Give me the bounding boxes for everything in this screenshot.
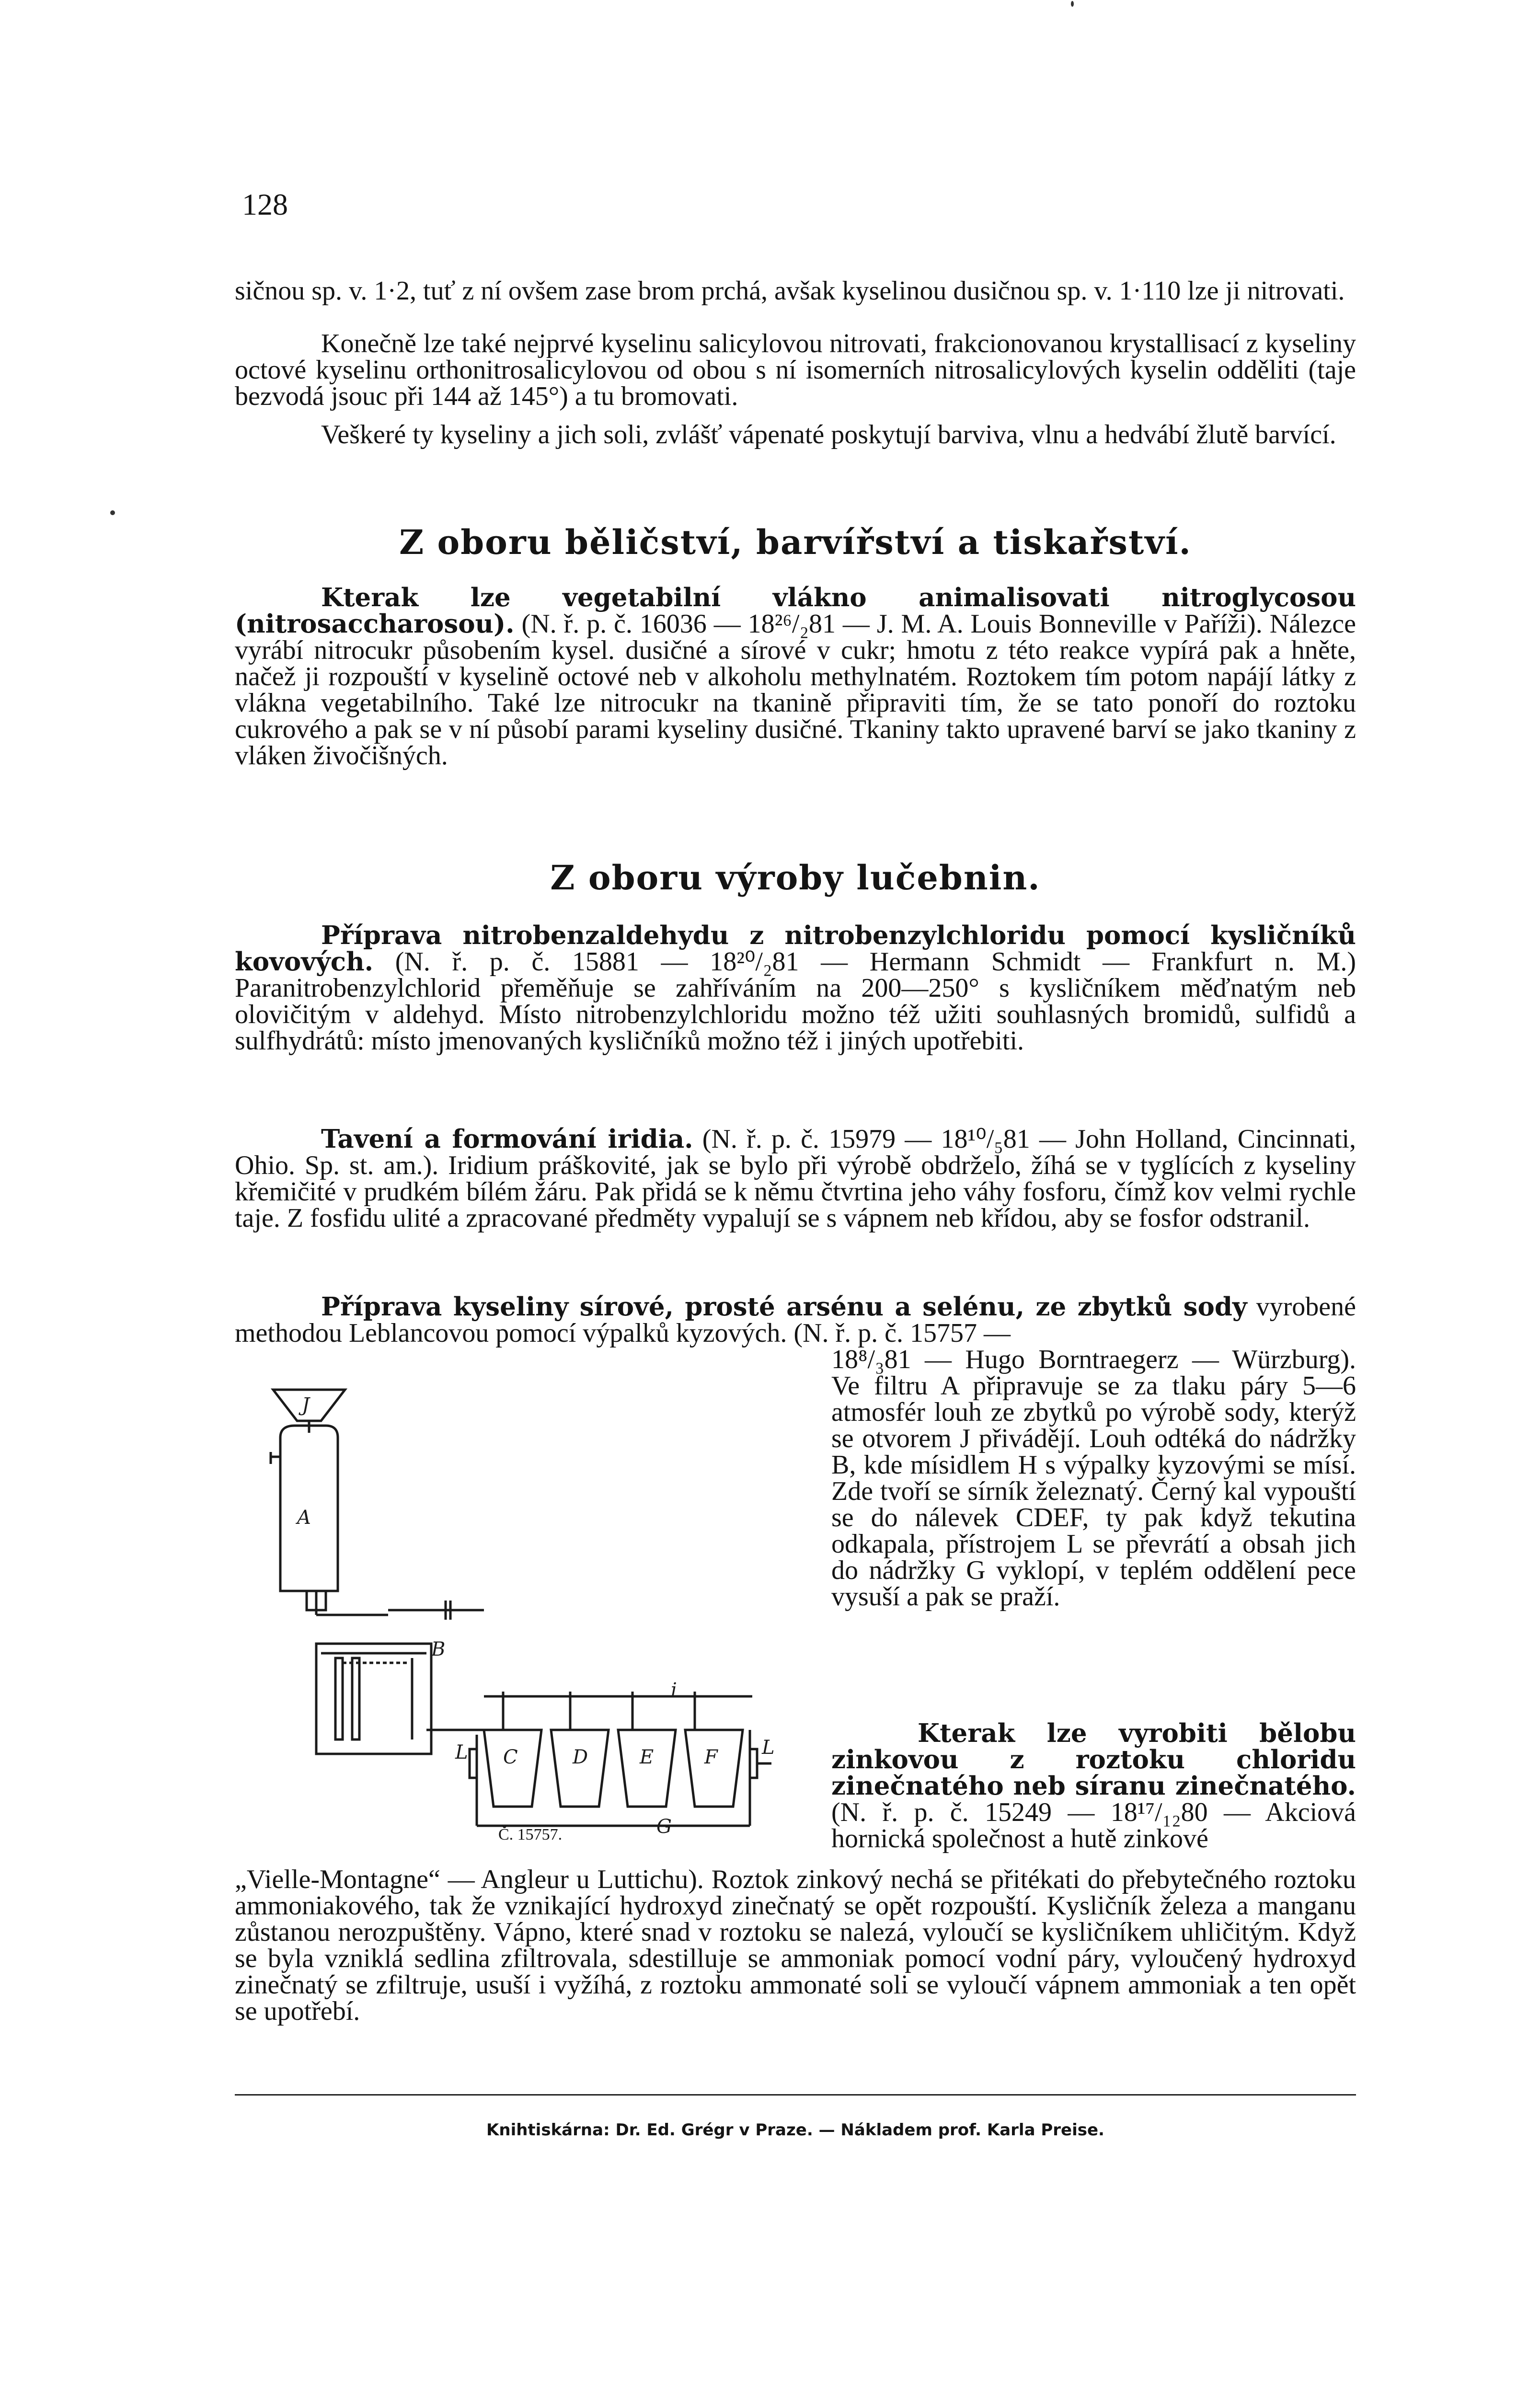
figure-label-b: B	[431, 1638, 446, 1660]
article-title: Kterak lze vyrobiti bělobu zinkovou z roztoku chloridu zinečnatého neb síranu zinečnatého.	[831, 1718, 1356, 1801]
article-sulfuric-acid-continued: 18⁸/₃81 — Hugo Borntraegerz — Würzburg). Ve filtru A připravuje se za tlaku páry 5—6 atmosfér louh ze zbytků po výrobě sody, kterýž se otvorem J přivádějí. Louh odtéká do nádržky B, kde mísidlem H s výpalky kyzovými se mísí. Zde tvoří se sírník železnatý. Černý kal vypouští se do nálevek CDEF, ty pak když tekutina odkapala, přístrojem L se převrátí a obsah jich do nádržky G vyklopí, v teplém oddělení pece vysuší a pak se praží.	[831, 1345, 1356, 1612]
article-sulfuric-acid	[235, 1294, 1356, 1347]
article-nitroglycose	[235, 585, 1356, 769]
article-title: Příprava kyseliny sírové, prosté arsénu a selénu, ze zbytků sody	[321, 1292, 1247, 1322]
article-zinc-white	[831, 1720, 1356, 1852]
article-title: Tavení a formování iridia.	[321, 1124, 693, 1154]
figure-label-a: A	[297, 1507, 311, 1529]
figure-label-f: F	[704, 1746, 718, 1768]
section-heading-chemical-production: Z oboru výroby lučebnin.	[550, 858, 1041, 898]
scan-speck	[1071, 1, 1074, 7]
figure-label-e: E	[640, 1746, 654, 1768]
figure-label-j: J	[302, 1394, 310, 1416]
funnel-c	[484, 1730, 541, 1807]
intro-paragraph-3: Veškeré ty kyseliny a jich soli, zvlášť vápenaté poskytují barviva, vlnu a hedvábí žlutě barvící.	[321, 420, 1336, 449]
tank-b	[316, 1644, 431, 1754]
page-number: 128	[242, 187, 288, 221]
article-iridium	[235, 1126, 1356, 1232]
printer-imprint: Knihtiskárna: Dr. Ed. Grégr v Praze. — Nákladem prof. Karla Preise.	[486, 2120, 1104, 2140]
article-title: Příprava nitrobenzaldehydu z nitrobenzylchloridu pomocí kysličníků kovových.	[235, 921, 1356, 977]
scan-speck	[110, 510, 115, 515]
funnel-d	[551, 1730, 609, 1807]
section-heading-bleaching-dyeing-printing: Z oboru běličství, barvířství a tiskařství.	[399, 522, 1192, 562]
figure-label-i: i	[671, 1679, 677, 1701]
figure-label-l-right: L	[762, 1737, 775, 1759]
intro-paragraph-2: Konečně lze také nejprvé kyselinu salicylovou nitrovati, frakcionovanou krystallisací z kyseliny octové kyselinu orthonitrosalicylovou od obou s ní isomerních nitrosalicylových kyselin odděliti (taje bezvodá jsouc při 144 až 145°) a tu bromovati.	[235, 329, 1356, 411]
article-text: (N. ř. p. č. 16036 — 18²⁶/₂81 — J. M. A. Louis Bonneville v Paříži). Nálezce vyrábí nitrocukr působením kysel. dusičné a sírové v cukr; hmotu z této reakce vypírá pak a hněte, načež ji rozpouští v kyselině octové neb v alkoholu methylnatém. Roztokem tím potom napájí látky z vlákna vegetabilního. Také lze nitrocukr na tkanině připraviti tím, že se tato ponoří do roztoku cukrového a pak se v ní působí parami kyseliny dusičné. Tkaniny takto upravené barví se jako tkaniny z vláken živočišných.	[235, 609, 1356, 771]
article-text: (N. ř. p. č. 15249 — 18¹⁷/₁₂80 — Akciová hornická společnost a hutě zinkové	[831, 1797, 1356, 1854]
article-text: vyrobené methodou Leblancovou pomocí výpalků kyzových. (N. ř. p. č. 15757 —	[235, 1292, 1356, 1348]
intro-paragraph-1: sičnou sp. v. 1·2, tuť z ní ovšem zase brom prchá, avšak kyselinou dusičnou sp. v. 1·110 lze ji nitrovati.	[235, 276, 1345, 306]
apparatus-figure	[235, 1366, 824, 1835]
footer-rule	[235, 2094, 1356, 2096]
funnel-f	[685, 1730, 743, 1807]
article-text: (N. ř. p. č. 15881 — 18²⁰/₂81 — Hermann Schmidt — Frankfurt n. M.) Paranitrobenzylchlorid přeměňuje se zahříváním na 200—250° s kysličníkem měďnatým neb olovičitým v aldehyd. Místo nitrobenzylchloridu možno též užiti souhlasných bromidů, sulfidů a sulfhydrátů: místo jmenovaných kysličníků možno též i jiných upotřebiti.	[235, 947, 1356, 1056]
funnel-e	[618, 1730, 676, 1807]
article-zinc-white-continued: „Vielle-Montagne“ — Angleur u Luttichu). Roztok zinkový nechá se přitékati do přebytečného roztoku ammoniakového, tak že vznikající hydroxyd zinečnatý se opět rozpouští. Kysličník železa a manganu zůstanou nerozpuštěny. Vápno, které snad v roztoku se nalezá, vyloučí se kysličníkem uhličitým. Když se byla vzniklá sedlina zfiltrovala, sdestilluje se ammoniak pomocí vodní páry, vyloučený hydroxyd zinečnatý se zfiltruje, usuší i vyžíhá, z roztoku ammonaté soli se vyloučí vápnem ammoniak a ten opět se upotřebí.	[235, 1865, 1356, 2026]
figure-label-c: C	[503, 1746, 518, 1768]
figure-caption: Č. 15757.	[498, 1826, 563, 1843]
figure-label-g: G	[656, 1816, 672, 1835]
figure-label-d: D	[573, 1746, 588, 1768]
figure-label-l-left: L	[455, 1741, 468, 1763]
article-title: Kterak lze vegetabilní vlákno animalisovati nitroglycosou (nitrosaccharosou).	[235, 583, 1356, 639]
article-text: (N. ř. p. č. 15979 — 18¹⁰/₅81 — John Holland, Cincinnati, Ohio. Sp. st. am.). Iridium práškovité, jak se bylo při výrobě obdrželo, žíhá se v tyglících z kyseliny křemičité v prudkém bílém žáru. Pak přidá se k němu čtvrtina jeho váhy fosforu, čímž kov velmi rychle taje. Z fosfidu ulité a zpracované předměty vypalují se s vápnem neb křídou, aby se fosfor odstranil.	[235, 1124, 1356, 1233]
article-nitrobenzaldehyde	[235, 922, 1356, 1054]
